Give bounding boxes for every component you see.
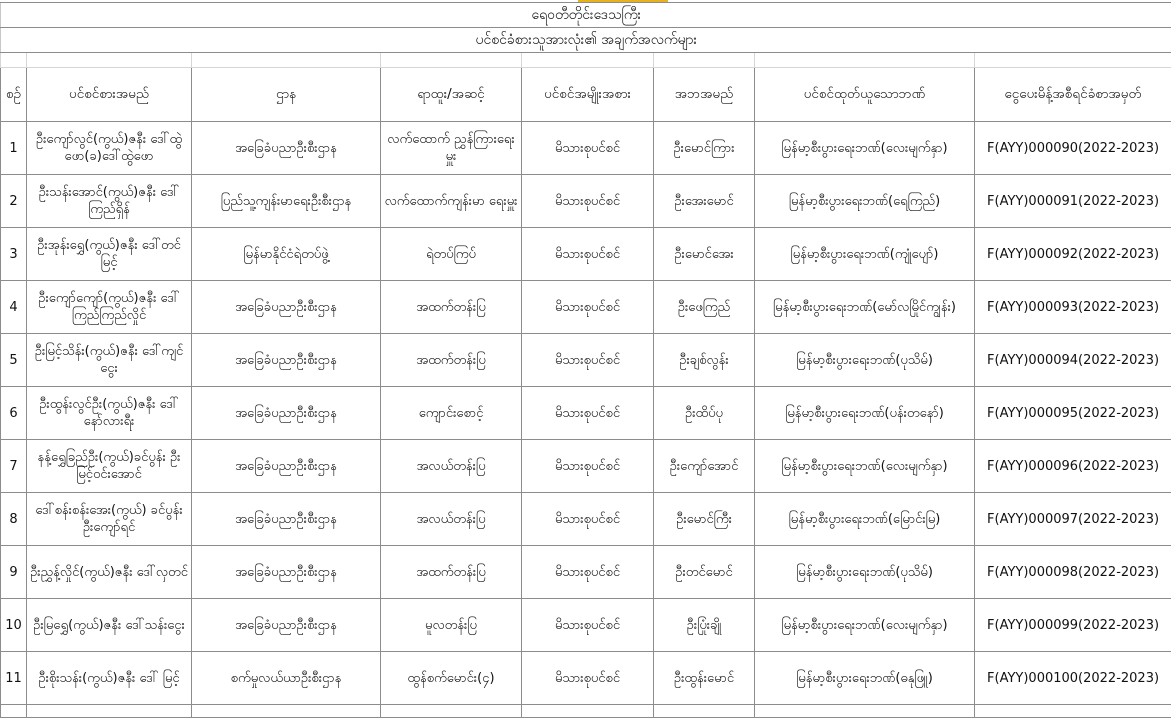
- cell-name[interactable]: ဦးညွှန့်လှိုင်(ကွယ်)ဇနီး ဒေါ်လှတင်: [27, 546, 192, 599]
- cell-bank[interactable]: မြန်မာ့စီးပွားရေးဘဏ်(ပုသိမ်): [755, 546, 975, 599]
- table-row: [1, 228, 1171, 281]
- table-row: [1, 122, 1171, 175]
- empty-cell[interactable]: [1, 53, 27, 68]
- table-row: [1, 387, 1171, 440]
- empty-cell[interactable]: [381, 53, 522, 68]
- cell-name[interactable]: ဦးကျော်ကျော်(ကွယ်)ဇနီး ဒေါ်ကြည်ကြည်လှိုင်: [27, 281, 192, 334]
- cell-name[interactable]: ဦးမြရွှေ(ကွယ်)ဇနီး ဒေါ်သန်းငွေး: [27, 599, 192, 652]
- cell-dept[interactable]: ပြည်သူ့ကျန်းမာရေးဦးစီးဌာန: [192, 175, 381, 228]
- column-header-ref[interactable]: ငွေပေးမိန့်အစီရင်ခံစာအမှတ်: [975, 68, 1171, 122]
- cell-rank[interactable]: အလယ်တန်းပြ: [381, 493, 522, 546]
- table-row: [1, 334, 1171, 387]
- cell-rank[interactable]: လက်ထောက် ညွှန်ကြားရေးမှူး: [381, 122, 522, 175]
- cell-no[interactable]: 3: [1, 228, 27, 281]
- empty-cell[interactable]: [755, 53, 975, 68]
- cell-rank[interactable]: အထက်တန်းပြ: [381, 546, 522, 599]
- cell-type[interactable]: မိသားစုပင်စင်: [522, 440, 654, 493]
- cell-no[interactable]: 7: [1, 440, 27, 493]
- cell-type[interactable]: မိသားစုပင်စင်: [522, 175, 654, 228]
- column-header-type[interactable]: ပင်စင်အမျိုးအစား: [522, 68, 654, 122]
- cell-rank[interactable]: ကျောင်းစောင့်: [381, 387, 522, 440]
- table-row: [1, 599, 1171, 652]
- cell-type[interactable]: မိသားစုပင်စင်: [522, 228, 654, 281]
- empty-cell[interactable]: [522, 705, 654, 718]
- cell-ref[interactable]: F(AYY)000091(2022-2023): [975, 175, 1171, 228]
- cell-rank[interactable]: အထက်တန်းပြ: [381, 281, 522, 334]
- cell-bank[interactable]: မြန်မာ့စီးပွားရေးဘဏ်(ရေကြည်): [755, 175, 975, 228]
- column-header-no[interactable]: စဉ်: [1, 68, 27, 122]
- spacer-row: [1, 53, 1171, 68]
- column-header-father[interactable]: အဘအမည်: [654, 68, 755, 122]
- cell-ref[interactable]: F(AYY)000097(2022-2023): [975, 493, 1171, 546]
- column-header-row: [1, 68, 1171, 122]
- cell-father[interactable]: ဦးအေးမောင်: [654, 175, 755, 228]
- column-header-dept[interactable]: ဌာန: [192, 68, 381, 122]
- sheet-title[interactable]: ရေဝတီတိုင်းဒေသကြီး: [1, 3, 1171, 28]
- cell-bank[interactable]: မြန်မာ့စီးပွားရေးဘဏ်(လေးမျက်နှာ): [755, 122, 975, 175]
- empty-cell[interactable]: [192, 705, 381, 718]
- cell-bank[interactable]: မြန်မာ့စီးပွားရေးဘဏ်(လေးမျက်နှာ): [755, 440, 975, 493]
- empty-cell[interactable]: [27, 705, 192, 718]
- pensioner-sheet: [0, 2, 1171, 718]
- cell-name[interactable]: ဦးစိုးသန်း(ကွယ်)ဇနီး ဒေါ် မြင့်: [27, 652, 192, 705]
- cell-name[interactable]: ဦးထွန်းလွင်ဦး(ကွယ်)ဇနီး ဒေါ်နော်လားရီး: [27, 387, 192, 440]
- empty-cell[interactable]: [975, 53, 1171, 68]
- cell-ref[interactable]: F(AYY)000100(2022-2023): [975, 652, 1171, 705]
- cell-rank[interactable]: ထွန်စက်မောင်း(၄): [381, 652, 522, 705]
- cell-bank[interactable]: မြန်မာ့စီးပွားရေးဘဏ်(လေးမျက်နှာ): [755, 599, 975, 652]
- column-header-name[interactable]: ပင်စင်စားအမည်: [27, 68, 192, 122]
- empty-cell[interactable]: [27, 53, 192, 68]
- cell-bank[interactable]: မြန်မာ့စီးပွားရေးဘဏ်(မော်လမြိုင်ကျွန်း): [755, 281, 975, 334]
- table-row: [1, 175, 1171, 228]
- cell-dept[interactable]: အခြေခံပညာဦးစီးဌာန: [192, 334, 381, 387]
- cell-name[interactable]: ဦးအုန်းရွှေ(ကွယ်)ဇနီး ဒေါ်တင်မြင့်: [27, 228, 192, 281]
- cell-type[interactable]: မိသားစုပင်စင်: [522, 387, 654, 440]
- cell-name[interactable]: ဦးကျော်လွင်(ကွယ်)ဇနီး ဒေါ်ထွဲဖော(ခ)ဒေါ်ထွဲဖော: [27, 122, 192, 175]
- empty-cell[interactable]: [755, 705, 975, 718]
- cell-type[interactable]: မိသားစုပင်စင်: [522, 334, 654, 387]
- cell-father[interactable]: ဦးဖေကြည်: [654, 281, 755, 334]
- cell-name[interactable]: ဦးမြင့်သိန်း(ကွယ်)ဇနီး ဒေါ်ကျင်ငွေး: [27, 334, 192, 387]
- cell-name[interactable]: ဦးသန်းအောင်(ကွယ်)ဇနီး ဒေါ်ကြည်ရှိန်: [27, 175, 192, 228]
- cell-type[interactable]: မိသားစုပင်စင်: [522, 493, 654, 546]
- cell-dept[interactable]: မြန်မာနိုင်ငံရဲတပ်ဖွဲ့: [192, 228, 381, 281]
- cell-no[interactable]: 1: [1, 122, 27, 175]
- cell-dept[interactable]: အခြေခံပညာဦးစီးဌာန: [192, 493, 381, 546]
- cell-rank[interactable]: ရဲတပ်ကြပ်: [381, 228, 522, 281]
- cell-ref[interactable]: F(AYY)000092(2022-2023): [975, 228, 1171, 281]
- cell-type[interactable]: မိသားစုပင်စင်: [522, 652, 654, 705]
- cell-ref[interactable]: F(AYY)000096(2022-2023): [975, 440, 1171, 493]
- cell-dept[interactable]: အခြေခံပညာဦးစီးဌာန: [192, 440, 381, 493]
- cell-rank[interactable]: အထက်တန်းပြ: [381, 334, 522, 387]
- cell-bank[interactable]: မြန်မာ့စီးပွားရေးဘဏ်(မြောင်းမြ): [755, 493, 975, 546]
- cell-bank[interactable]: မြန်မာ့စီးပွားရေးဘဏ်(ပုသိမ်): [755, 334, 975, 387]
- sheet-subtitle[interactable]: ပင်စင်ခံစားသူအားလုံး၏ အချက်အလက်များ: [1, 28, 1171, 53]
- cell-name[interactable]: ဒေါ်စန်းစန်းအေး(ကွယ်) ခင်ပွန်း ဦးကျော်ရင်: [27, 493, 192, 546]
- cell-no[interactable]: 10: [1, 599, 27, 652]
- cell-dept[interactable]: အခြေခံပညာဦးစီးဌာန: [192, 387, 381, 440]
- cell-father[interactable]: ဦးမောင်ကြား: [654, 122, 755, 175]
- empty-cell[interactable]: [654, 53, 755, 68]
- cell-father[interactable]: ဦးချစ်လွန်း: [654, 334, 755, 387]
- cell-ref[interactable]: F(AYY)000099(2022-2023): [975, 599, 1171, 652]
- cell-dept[interactable]: အခြေခံပညာဦးစီးဌာန: [192, 546, 381, 599]
- cell-dept[interactable]: အခြေခံပညာဦးစီးဌာန: [192, 122, 381, 175]
- cell-no[interactable]: 4: [1, 281, 27, 334]
- cell-type[interactable]: မိသားစုပင်စင်: [522, 281, 654, 334]
- cell-rank[interactable]: အလယ်တန်းပြ: [381, 440, 522, 493]
- empty-cell[interactable]: [1, 705, 27, 718]
- table-row: [1, 493, 1171, 546]
- cell-father[interactable]: ဦးတင်မောင်: [654, 546, 755, 599]
- table-row: [1, 440, 1171, 493]
- cell-ref[interactable]: F(AYY)000098(2022-2023): [975, 546, 1171, 599]
- empty-cell[interactable]: [522, 53, 654, 68]
- cell-no[interactable]: 11: [1, 652, 27, 705]
- cell-no[interactable]: 2: [1, 175, 27, 228]
- cell-bank[interactable]: မြန်မာ့စီးပွားရေးဘဏ်(ဓနုဖြူ): [755, 652, 975, 705]
- empty-cell[interactable]: [975, 705, 1171, 718]
- cell-father[interactable]: ဦးကျော်အောင်: [654, 440, 755, 493]
- cell-father[interactable]: ဦးမောင်ကြီး: [654, 493, 755, 546]
- cell-dept[interactable]: အခြေခံပညာဦးစီးဌာန: [192, 599, 381, 652]
- cell-ref[interactable]: F(AYY)000094(2022-2023): [975, 334, 1171, 387]
- cell-ref[interactable]: F(AYY)000095(2022-2023): [975, 387, 1171, 440]
- cell-no[interactable]: 9: [1, 546, 27, 599]
- cell-type[interactable]: မိသားစုပင်စင်: [522, 599, 654, 652]
- cell-dept[interactable]: စက်မှုလယ်ယာဦးစီးဌာန: [192, 652, 381, 705]
- table-row: [1, 546, 1171, 599]
- empty-cell[interactable]: [654, 705, 755, 718]
- column-header-bank[interactable]: ပင်စင်ထုတ်ယူသောဘဏ်: [755, 68, 975, 122]
- cell-no[interactable]: 5: [1, 334, 27, 387]
- table-row: [1, 705, 1171, 718]
- cell-type[interactable]: မိသားစုပင်စင်: [522, 122, 654, 175]
- cell-father[interactable]: ဦးထိပ်ပု: [654, 387, 755, 440]
- cell-bank[interactable]: မြန်မာ့စီးပွားရေးဘဏ်(ပန်းတနော်): [755, 387, 975, 440]
- cell-dept[interactable]: အခြေခံပညာဦးစီးဌာန: [192, 281, 381, 334]
- cell-type[interactable]: မိသားစုပင်စင်: [522, 546, 654, 599]
- cell-bank[interactable]: မြန်မာ့စီးပွားရေးဘဏ်(ကျုံပျော်): [755, 228, 975, 281]
- cell-rank[interactable]: လက်ထောက်ကျန်းမာ ရေးမှူး: [381, 175, 522, 228]
- empty-cell[interactable]: [381, 705, 522, 718]
- table-row: [1, 652, 1171, 705]
- column-header-rank[interactable]: ရာထူး/အဆင့်: [381, 68, 522, 122]
- cell-ref[interactable]: F(AYY)000090(2022-2023): [975, 122, 1171, 175]
- cell-no[interactable]: 8: [1, 493, 27, 546]
- cell-ref[interactable]: F(AYY)000093(2022-2023): [975, 281, 1171, 334]
- cell-father[interactable]: ဦးထွန်းမောင်: [654, 652, 755, 705]
- table-row: [1, 281, 1171, 334]
- cell-rank[interactable]: မူလတန်းပြ: [381, 599, 522, 652]
- cell-name[interactable]: နန့်ရွှေခြည်ဦး(ကွယ်)ခင်ပွန်း ဦးမြင့်ဝင်းအောင်: [27, 440, 192, 493]
- cell-father[interactable]: ဦးမောင်အေး: [654, 228, 755, 281]
- empty-cell[interactable]: [192, 53, 381, 68]
- cell-no[interactable]: 6: [1, 387, 27, 440]
- cell-father[interactable]: ဦးပြုံးချို: [654, 599, 755, 652]
